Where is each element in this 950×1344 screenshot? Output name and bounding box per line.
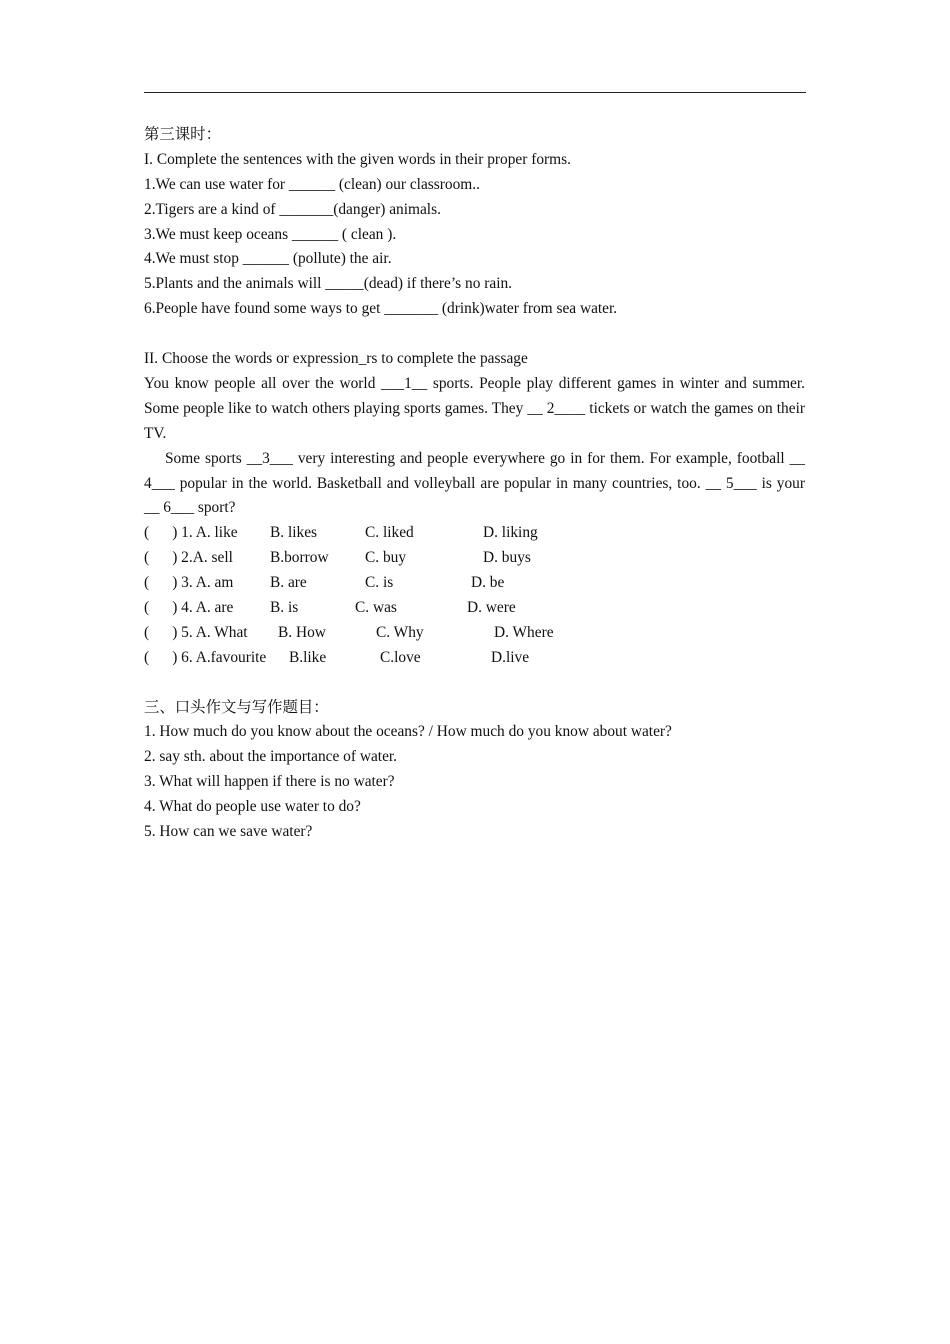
- section3-item: 3. What will happen if there is no water?: [144, 773, 395, 791]
- option-c: C. liked: [365, 524, 414, 542]
- option-c: C. was: [355, 599, 397, 617]
- header-rule: [144, 92, 806, 93]
- section2-heading: II. Choose the words or expression_rs to complete the passage: [144, 350, 528, 368]
- spacer: [144, 322, 805, 347]
- option-c: C.love: [380, 648, 421, 666]
- option-b: B. are: [270, 574, 307, 592]
- option-row: [144, 646, 805, 671]
- section3-item: 4. What do people use water to do?: [144, 798, 361, 816]
- option-question: ( ) 4. A. are: [144, 599, 234, 617]
- section1-item: 1.We can use water for ______ (clean) our classroom..: [144, 175, 480, 193]
- option-b: B. likes: [270, 524, 318, 542]
- passage-paragraph-2: Some sports __3___ very interesting and people everywhere go in for them. For example, football __ 4___ popular in the world. Basketball and volleyball are popular in many countries, too. __ 5___ is your __ 6___ sport?: [144, 449, 805, 517]
- option-d: D.live: [491, 648, 530, 666]
- option-row: [144, 596, 805, 621]
- lesson-title: 第三课时：: [144, 126, 221, 143]
- section1-heading: I. Complete the sentences with the given words in their proper forms.: [144, 150, 571, 168]
- section1-item: 5.Plants and the animals will _____(dead) if there’s no rain.: [144, 275, 513, 293]
- option-b: B. How: [278, 623, 326, 641]
- option-d: D. be: [471, 574, 505, 592]
- passage-paragraph-1: You know people all over the world ___1__ sports. People play different games in winter and summer. Some people like to watch others playing sports games. They __ 2____ tickets or watch the games on their TV.: [144, 374, 805, 442]
- option-d: D. Where: [494, 623, 554, 641]
- section1-item: 6.People have found some ways to get _______ (drink)water from sea water.: [144, 300, 618, 318]
- option-question: ( ) 1. A. like: [144, 524, 238, 542]
- section3-heading: 三、口头作文与写作题目：: [144, 698, 329, 716]
- option-d: D. were: [467, 599, 516, 617]
- option-row: [144, 571, 805, 596]
- option-d: D. buys: [483, 549, 531, 567]
- option-question: ( ) 3. A. am: [144, 574, 234, 592]
- option-b: B. is: [270, 599, 299, 617]
- option-c: C. buy: [365, 549, 407, 567]
- section3-item: 2. say sth. about the importance of water.: [144, 748, 398, 766]
- option-row: [144, 521, 805, 546]
- document-body: [144, 123, 805, 845]
- option-question: ( ) 6. A.favourite: [144, 648, 267, 666]
- section3-item: 1. How much do you know about the oceans? / How much do you know about water?: [144, 723, 672, 741]
- option-d: D. liking: [483, 524, 538, 542]
- section1-item: 3.We must keep oceans ______ ( clean ).: [144, 225, 397, 243]
- option-row: [144, 621, 805, 646]
- option-b: B.borrow: [270, 549, 329, 567]
- section3-item: 5. How can we save water?: [144, 823, 313, 841]
- section1-item: 2.Tigers are a kind of _______(danger) animals.: [144, 200, 441, 218]
- option-b: B.like: [289, 648, 327, 666]
- option-question: ( ) 5. A. What: [144, 623, 248, 641]
- section1-item: 4.We must stop ______ (pollute) the air.: [144, 250, 392, 268]
- option-question: ( ) 2.A. sell: [144, 549, 233, 567]
- option-row: [144, 546, 805, 571]
- option-c: C. is: [365, 574, 394, 592]
- spacer: [144, 671, 805, 696]
- option-c: C. Why: [376, 623, 424, 641]
